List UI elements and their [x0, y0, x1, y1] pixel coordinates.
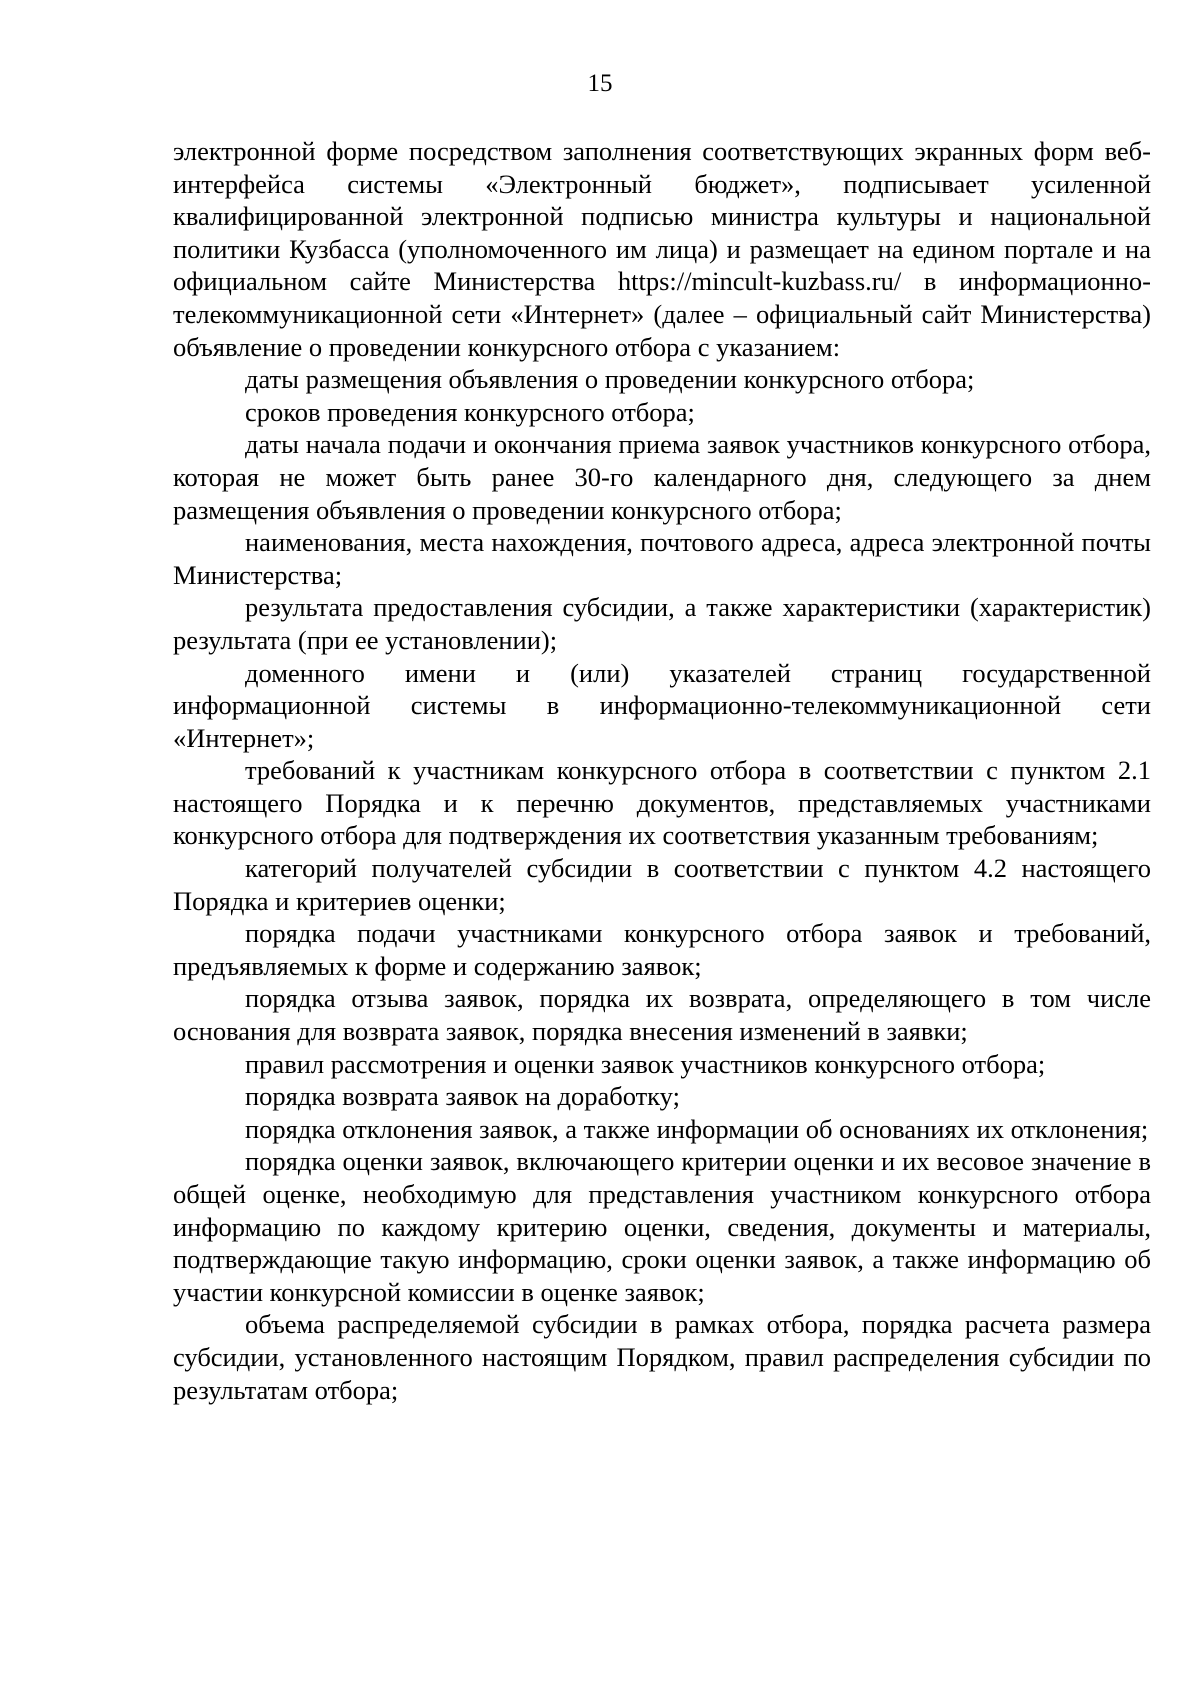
paragraph-item: порядка отзыва заявок, порядка их возврата, определяющего в том числе основания для возврата заявок, порядка внесения изменений в заявки;	[173, 983, 1151, 1047]
paragraph-item: сроков проведения конкурсного отбора;	[245, 396, 695, 427]
paragraph-item: наименования, места нахождения, почтового адреса, адреса электронной почты Министерства;	[173, 527, 1151, 590]
paragraph-continuation: электронной форме посредством заполнения соответствующих экранных форм веб-интерфейса системы «Электронный бюджет», подписывает усиленной квалифицированной электронной подписью министра культуры и национальной политики Кузбасса (уполномоченного им лица) и размещает на едином портале и на официальном сайте Министерства https://mincult-kuzbass.ru/ в информационно-телекоммуникационной сети «Интернет» (далее – официальный сайт Министерства) объявление о проведении конкурсного отбора с указанием:	[173, 136, 1151, 362]
paragraph-item: требований к участникам конкурсного отбора в соответствии с пунктом 2.1 настоящего Порядка и к перечню документов, представляемых участниками конкурсного отбора для подтверждения их соответствия указанным требованиям;	[173, 755, 1151, 851]
paragraph-item: порядка отклонения заявок, а также информации об основаниях их отклонения;	[245, 1113, 1149, 1144]
page-number: 15	[587, 70, 613, 97]
paragraph-item: категорий получателей субсидии в соответствии с пунктом 4.2 настоящего Порядка и критериев оценки;	[173, 853, 1151, 916]
paragraph-item: порядка возврата заявок на доработку;	[245, 1081, 680, 1112]
document-body	[173, 135, 1151, 1406]
paragraph-item: доменного имени и (или) указателей страниц государственной информационной системы в информационно-телекоммуникационной сети «Интернет»;	[173, 657, 1151, 753]
paragraph-item: порядка оценки заявок, включающего критерии оценки и их весовое значение в общей оценке, необходимую для представления участником конкурсного отбора информацию по каждому критерию оценки, сведения, документы и материалы, подтверждающие такую информацию, сроки оценки заявок, а также информацию об участии конкурсной комиссии в оценке заявок;	[173, 1146, 1151, 1307]
paragraph-item: объема распределяемой субсидии в рамках отбора, порядка расчета размера субсидии, установленного настоящим Порядком, правил распределения субсидии по результатам отбора;	[173, 1309, 1151, 1405]
paragraph-item: даты начала подачи и окончания приема заявок участников конкурсного отбора, которая не может быть ранее 30-го календарного дня, следующего за днем размещения объявления о проведении конкурсного отбора;	[173, 429, 1151, 525]
paragraph-item: даты размещения объявления о проведении конкурсного отбора;	[245, 364, 975, 395]
paragraph-item: правил рассмотрения и оценки заявок участников конкурсного отбора;	[245, 1048, 1046, 1079]
paragraph-item: результата предоставления субсидии, а также характеристики (характеристик) результата (при ее установлении);	[173, 592, 1151, 655]
paragraph-item: порядка подачи участниками конкурсного отбора заявок и требований, предъявляемых к форме и содержанию заявок;	[173, 918, 1151, 981]
